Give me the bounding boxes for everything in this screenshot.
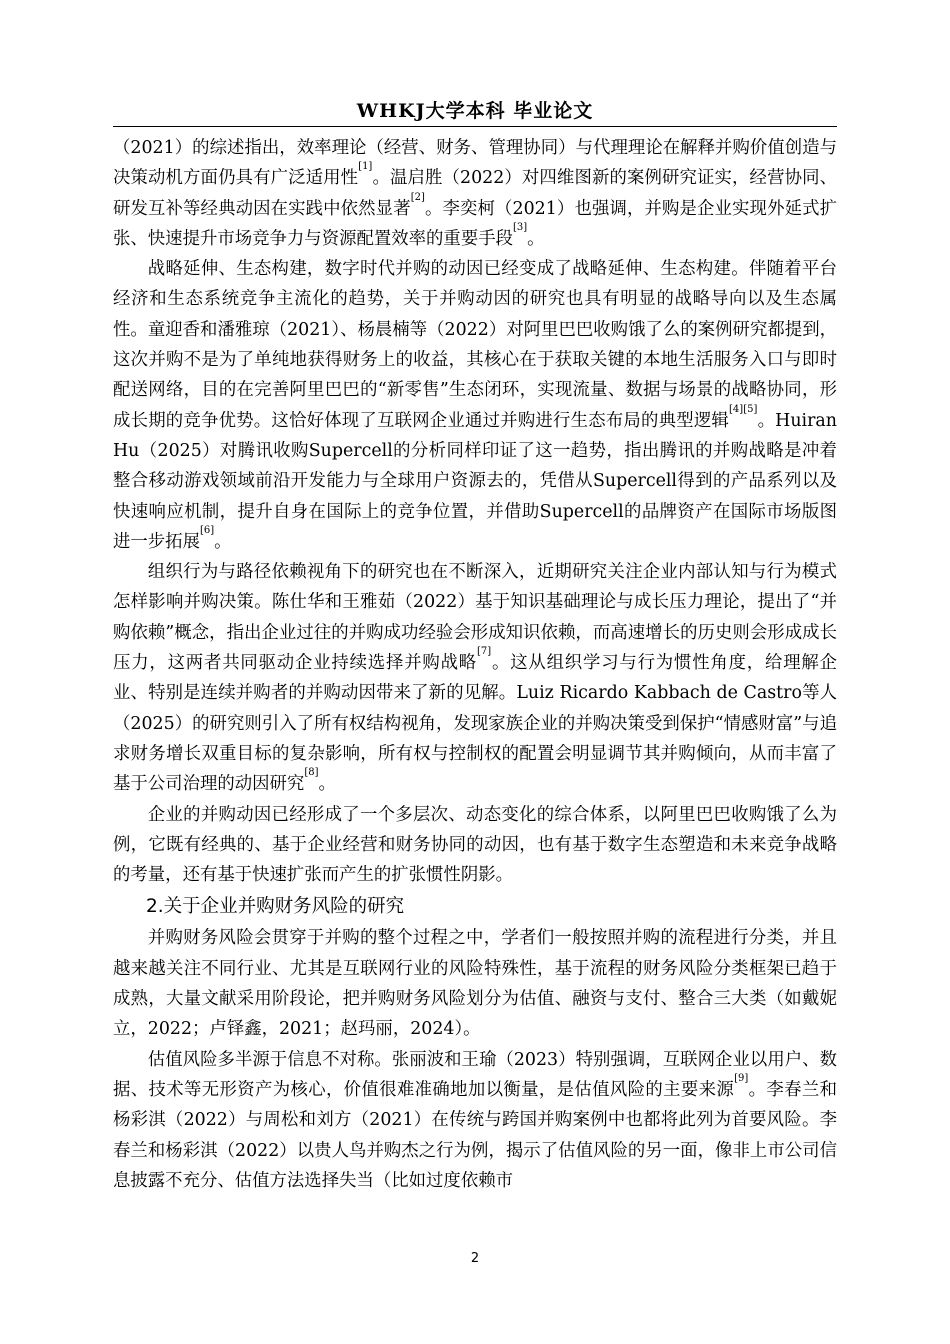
citation-ref: [8] (304, 767, 319, 779)
citation-ref: [7] (477, 646, 492, 658)
paragraph-text: （2021）的综述指出，效率理论（经营、财务、管理协同）与代理理论在解释并购价值创造与决策动机方面仍具有广泛适用性 (113, 138, 837, 189)
paragraph-text: 。 (214, 531, 232, 552)
paragraph (113, 557, 837, 799)
body-text (113, 133, 837, 1196)
paragraph (113, 800, 837, 891)
citation-ref: [2] (410, 191, 425, 203)
paragraph-text: 。这从组织学习与行为惯性角度，给理解企业、特别是连续并购者的并购动因带来了新的见解。Luiz Ricardo Kabbach de Castro等人（2025）的研究则引入了所有权结构视角，发现家族企业的并购决策受到保护“情感财富”与追求财务增长双重目标的复杂影响，所有权与控制权的配置会明显调节其并购倾向，从而丰富了基于公司治理的动因研究 (113, 653, 837, 795)
paragraph (113, 1045, 837, 1196)
paragraph-text: 。李春兰和杨彩淇（2022）与周松和刘方（2021）在传统与跨国并购案例中也都将此列为首要风险。李春兰和杨彩淇（2022）以贵人鸟并购杰之行为例，揭示了估值风险的另一面，像非上市公司信息披露不充分、估值方法选择失当（比如过度依赖市 (113, 1079, 837, 1191)
citation-ref: [9] (734, 1072, 749, 1084)
paragraph-text: 战略延伸、生态构建，数字时代并购的动因已经变成了战略延伸、生态构建。伴随着平台经济和生态系统竞争主流化的趋势，关于并购动因的研究也具有明显的战略导向以及生态属性。童迎香和潘雅琼（2021）、杨晨楠等（2022）对阿里巴巴收购饿了么的案例研究都提到，这次并购不是为了单纯地获得财务上的收益，其核心在于获取关键的本地生活服务入口与即时配送网络，目的在完善阿里巴巴的“新零售”生态闭环，实现流量、数据与场景的战略协同，形成长期的竞争优势。这恰好体现了互联网企业通过并购进行生态布局的典型逻辑 (113, 259, 837, 431)
paragraph-text: 组织行为与路径依赖视角下的研究也在不断深入，近期研究关注企业内部认知与行为模式怎样影响并购决策。陈仕华和王雅茹（2022）基于知识基础理论与成长压力理论，提出了“并购依赖”概念，指出企业过往的并购成功经验会形成知识依赖，而高速增长的历史则会形成成长压力，这两者共同驱动企业持续选择并购战略 (113, 562, 837, 674)
paragraph-text: 。Huiran Hu（2025）对腾讯收购Supercell的分析同样印证了这一趋势，指出腾讯的并购战略是冲着整合移动游戏领域前沿开发能力与全球用户资源去的，凭借从Supercell得到的产品系列以及快速响应机制，提升自身在国际上的竞争位置，并借助Supercell的品牌资产在国际市场版图进一步拓展 (113, 410, 837, 552)
citation-ref: [3] (513, 221, 528, 233)
paragraphs-before-heading (113, 133, 837, 890)
page-number: 2 (470, 1251, 480, 1266)
section-heading: 2.关于企业并购财务风险的研究 (146, 896, 405, 918)
paragraphs-after-heading (113, 923, 837, 1196)
paragraph-text: 企业的并购动因已经形成了一个多层次、动态变化的综合体系，以阿里巴巴收购饿了么为例，它既有经典的、基于企业经营和财务协同的动因，也有基于数字生态塑造和未来竞争战略的考量，还有基于快速扩张而产生的扩张惯性阴影。 (113, 804, 837, 886)
paragraph-text: 并购财务风险会贯穿于并购的整个过程之中，学者们一般按照并购的流程进行分类，并且越来越关注不同行业、尤其是互联网行业的风险特殊性，基于流程的财务风险分类框架已趋于成熟，大量文献采用阶段论，把并购财务风险划分为估值、融资与支付、整合三大类（如戴妮立，2022；卢铎鑫，2021；赵玛丽，2024）。 (113, 928, 837, 1040)
paragraph (113, 923, 837, 1044)
page-header-title: WHKJ大学本科 毕业论文 (356, 100, 594, 122)
paragraph-text: 。 (527, 228, 545, 249)
header-divider (113, 126, 837, 127)
citation-ref: [6] (199, 524, 215, 536)
citation-ref: [4][5] (729, 403, 758, 415)
paragraph-text: 。 (318, 774, 336, 795)
paragraph-text: 。温启胜（2022）对四维图新的案例研究证实，经营协同、研发互补等经典动因在实践中依然显著 (113, 168, 837, 219)
paragraph-text: 估值风险多半源于信息不对称。张丽波和王瑜（2023）特别强调，互联网企业以用户、数据、技术等无形资产为核心，价值很难准确地加以衡量，是估值风险的主要来源 (113, 1049, 837, 1100)
paragraph (113, 254, 837, 557)
citation-ref: [1] (358, 161, 373, 173)
paragraph-text: 。李奕柯（2021）也强调，并购是企业实现外延式扩张、快速提升市场竞争力与资源配置效率的重要手段 (113, 198, 837, 249)
paragraph (113, 133, 837, 254)
